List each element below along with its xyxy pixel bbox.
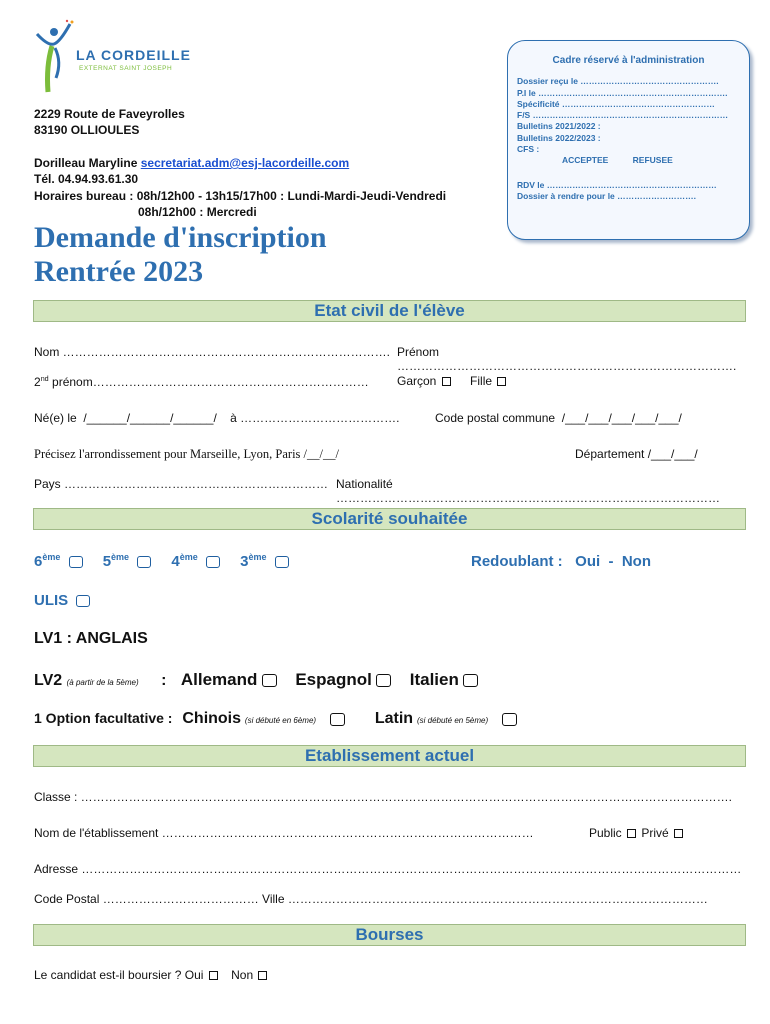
class-5eme[interactable]: 5ème xyxy=(103,553,152,570)
admin-rdv: RDV le …………………………………………………… xyxy=(517,179,717,190)
latin-note: (si débuté en 5ème) xyxy=(416,716,489,725)
class-choices xyxy=(34,552,289,570)
lv2-note: (à partir de la 5ème) xyxy=(66,678,139,687)
italien-label: Italien xyxy=(409,670,459,689)
field-arrondissement[interactable]: Précisez l'arrondissement pour Marseille, Lyon, Paris /__/__/ xyxy=(34,447,339,461)
section-header-scolarite: Scolarité souhaitée xyxy=(33,508,746,530)
section-header-bourses: Bourses xyxy=(33,924,746,946)
chinois-note: (si débuté en 6ème) xyxy=(244,716,317,725)
ulis-label: ULIS xyxy=(34,592,69,609)
class-6eme-checkbox[interactable] xyxy=(69,556,83,568)
field-naissance[interactable]: Né(e) le /______/______/______/ à …………………………………. xyxy=(34,411,400,425)
gender-choice xyxy=(397,374,506,388)
redoublant-choice[interactable]: Redoublant : Oui - Non xyxy=(471,553,651,570)
field-prenom2[interactable]: 2nd prénom…………………………………………………………… xyxy=(34,374,369,389)
field-nom[interactable]: Nom ………………………………………………………………………. xyxy=(34,345,391,359)
lv2-row xyxy=(34,670,478,690)
admin-title: Cadre réservé à l'administration xyxy=(552,55,705,66)
contact-name: Dorilleau Maryline xyxy=(34,156,138,170)
public-label: Public xyxy=(589,826,622,840)
title-line1: Demande d'inscription xyxy=(34,221,327,254)
prive-label: Privé xyxy=(641,826,669,840)
lv2-label: LV2 xyxy=(34,672,63,689)
contact-block xyxy=(34,155,446,220)
lv2-colon: : xyxy=(161,672,167,689)
fille-label: Fille xyxy=(470,374,493,388)
class-4eme-checkbox[interactable] xyxy=(206,556,220,568)
espagnol-label: Espagnol xyxy=(295,670,372,689)
admin-line: Bulletins 2022/2023 : xyxy=(517,132,601,143)
boursier-non-label: Non xyxy=(231,968,254,982)
field-pays[interactable]: Pays ………………………………………………………… xyxy=(34,477,329,491)
contact-email-link[interactable]: secretariat.adm@esj-lacordeille.com xyxy=(140,156,350,170)
boursier-label: Le candidat est-il boursier ? Oui xyxy=(34,968,204,982)
section-header-etat-civil: Etat civil de l'élève xyxy=(33,300,746,322)
class-3eme-checkbox[interactable] xyxy=(275,556,289,568)
class-3eme[interactable]: 3ème xyxy=(240,553,289,570)
admin-line: Bulletins 2021/2022 : xyxy=(517,121,601,132)
ulis-checkbox[interactable] xyxy=(76,595,90,607)
logo-name: LA CORDEILLE xyxy=(76,47,191,63)
allemand-label: Allemand xyxy=(180,670,258,689)
espagnol-checkbox[interactable] xyxy=(376,674,391,687)
admin-dossier: Dossier à rendre pour le ………………………. xyxy=(517,190,697,201)
garcon-checkbox[interactable] xyxy=(442,377,451,386)
chinois-checkbox[interactable] xyxy=(330,713,345,726)
admin-line: P.I le …………………………………………………………. xyxy=(517,87,728,98)
section-header-etablissement: Etablissement actuel xyxy=(33,745,746,767)
fille-checkbox[interactable] xyxy=(497,377,506,386)
logo-subtitle: EXTERNAT SAINT JOSEPH xyxy=(79,65,173,72)
field-code-postal-commune[interactable]: Code postal commune /___/___/___/___/___/ xyxy=(435,411,682,425)
admin-line: CFS : xyxy=(517,144,540,155)
latin-checkbox[interactable] xyxy=(502,713,517,726)
logo xyxy=(34,18,204,98)
field-code-postal-ville[interactable]: Code Postal ………………………………… Ville …………………………………………………………………………………………… xyxy=(34,892,708,906)
boursier-oui-checkbox[interactable] xyxy=(209,971,218,980)
lv1-label: LV1 : ANGLAIS xyxy=(34,630,148,647)
admin-line: Dossier reçu le …………………………………………. xyxy=(517,76,719,87)
field-classe[interactable]: Classe : ………………………………………………………………………………………………………………………………………………. xyxy=(34,790,733,804)
class-5eme-checkbox[interactable] xyxy=(137,556,151,568)
contact-hours-wed: 08h/12h00 : Mercredi xyxy=(138,205,257,219)
latin-label: Latin xyxy=(374,710,414,727)
class-6eme[interactable]: 6ème xyxy=(34,553,83,570)
ulis-option xyxy=(34,592,90,609)
italien-checkbox[interactable] xyxy=(463,674,478,687)
address xyxy=(34,107,185,137)
class-4eme[interactable]: 4ème xyxy=(171,553,220,570)
field-prenom[interactable]: Prénom …………………………………………………………………………. xyxy=(397,345,737,373)
public-checkbox[interactable] xyxy=(627,829,636,838)
title-line2: Rentrée 2023 xyxy=(34,255,204,288)
address-line2: 83190 OLLIOULES xyxy=(34,123,140,137)
admin-line: F/S …………………………………………………………… xyxy=(517,110,729,121)
option-label: 1 Option facultative : xyxy=(34,710,173,726)
boursier-non-checkbox[interactable] xyxy=(258,971,267,980)
boursier-question xyxy=(34,968,267,982)
address-line1: 2229 Route de Faveyrolles xyxy=(34,107,185,121)
option-row xyxy=(34,710,517,728)
chinois-label: Chinois xyxy=(182,710,242,727)
admin-line: Spécificité ……………………………………………… xyxy=(517,98,715,109)
page-title xyxy=(34,221,327,289)
admin-refuse: REFUSEE xyxy=(632,155,673,166)
prive-checkbox[interactable] xyxy=(674,829,683,838)
garcon-label: Garçon xyxy=(397,374,437,388)
logo-figure-icon xyxy=(34,18,74,96)
admin-accept: ACCEPTEE xyxy=(562,155,609,166)
field-adresse[interactable]: Adresse ………………………………………………………………………………………………………………………………………………… xyxy=(34,862,742,876)
public-prive-choice xyxy=(589,826,683,840)
admin-box xyxy=(507,40,750,240)
field-etablissement[interactable]: Nom de l'établissement ………………………………………………………………………………… xyxy=(34,826,534,840)
contact-tel: Tél. 04.94.93.61.30 xyxy=(34,172,139,186)
field-nationalite[interactable]: Nationalité …………………………………………………………………………………… xyxy=(336,477,720,505)
allemand-checkbox[interactable] xyxy=(262,674,277,687)
contact-hours: Horaires bureau : 08h/12h00 - 13h15/17h00 : Lundi-Mardi-Jeudi-Vendredi xyxy=(34,189,447,203)
field-departement[interactable]: Département /___/___/ xyxy=(575,447,698,461)
